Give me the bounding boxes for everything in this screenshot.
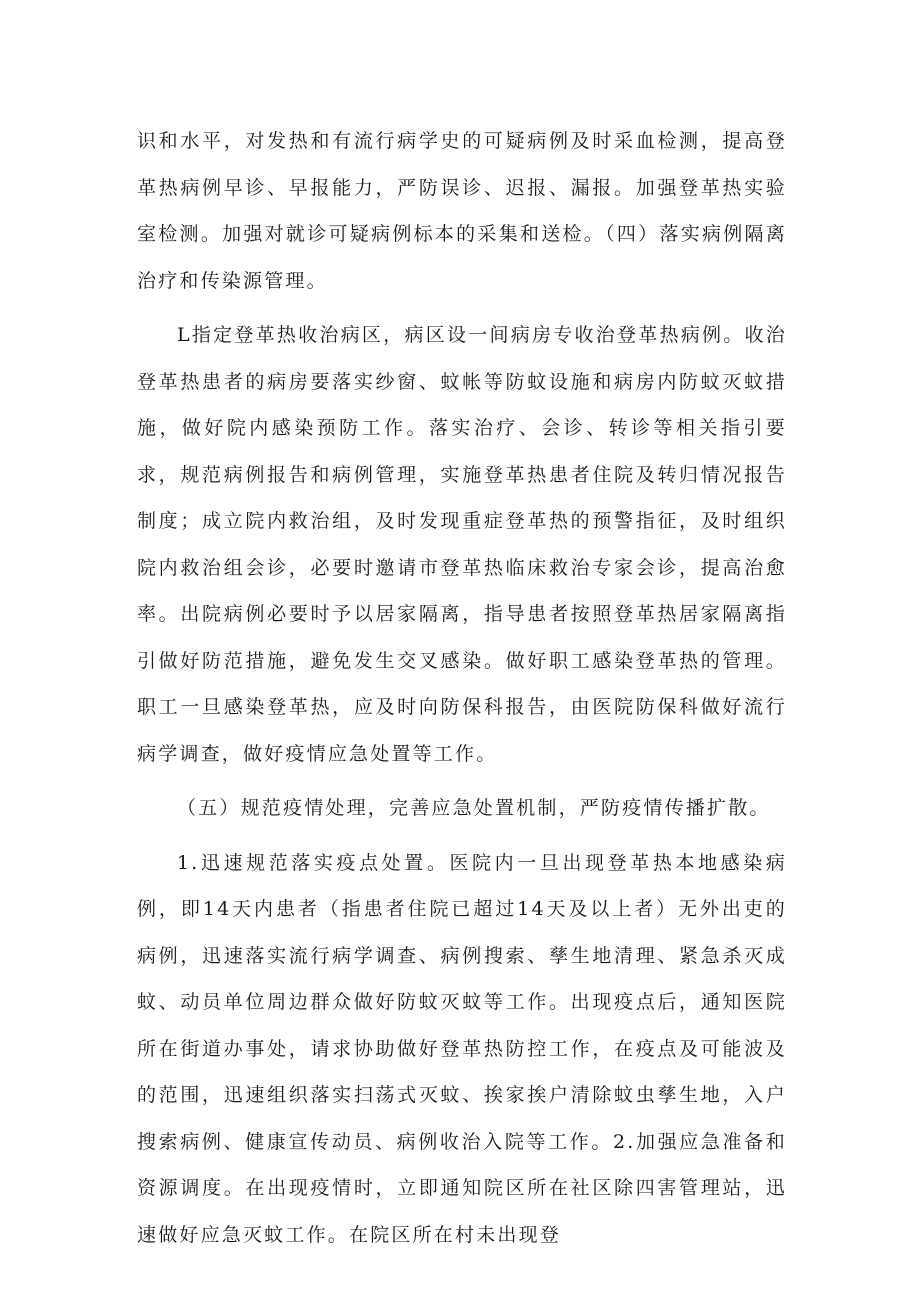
document-body	[137, 118, 787, 1266]
paragraph-2: L指定登革热收治病区，病区设一间病房专收治登革热病例。收治登革热患者的病房要落实纱窗、蚊帐等防蚊设施和病房内防蚊灭蚊措施，做好院内感染预防工作。落实治疗、会诊、转诊等相关指引要求，规范病例报告和病例管理，实施登革热患者住院及转归情况报告制度；成立院内救治组，及时发现重症登革热的预警指征，及时组织院内救治组会诊，必要时邀请市登革热临床救治专家会诊，提高治愈率。出院病例必要时予以居家隔离，指导患者按照登革热居家隔离指引做好防范措施，避免发生交叉感染。做好职工感染登革热的管理。职工一旦感染登革热，应及时向防保科报告，由医院防保科做好流行病学调查，做好疫情应急处置等工作。	[137, 324, 787, 765]
paragraph-4: 1.迅速规范落实疫点处置。医院内一旦出现登革热本地感染病例，即14天内患者（指患者住院已超过14天及以上者）无外出吏的病例，迅速落实流行病学调查、病例搜索、孳生地清理、紧急杀灭成蚊、动员单位周边群众做好防蚊灭蚊等工作。出现疫点后，通知医院所在街道办事处，请求协助做好登革热防控工作，在疫点及可能波及的范围，迅速组织落实扫荡式灭蚊、挨家挨户清除蚊虫孳生地，入户搜索病例、健康宣传动员、病例收治入院等工作。2.加强应急准备和资源调度。在出现疫情时，立即通知院区所在社区除四害管理站，迅速做好应急灭蚊工作。在院区所在村未出现登	[137, 851, 787, 1246]
paragraph-3-heading: （五）规范疫情处理，完善应急处置机制，严防疫情传播扩散。	[177, 797, 771, 819]
paragraph-1: 识和水平，对发热和有流行病学史的可疑病例及时采血检测，提高登革热病例早诊、早报能力，严防误诊、迟报、漏报。加强登革热实验室检测。加强对就诊可疑病例标本的采集和送检。（四）落实病例隔离治疗和传染源管理。	[137, 130, 787, 292]
